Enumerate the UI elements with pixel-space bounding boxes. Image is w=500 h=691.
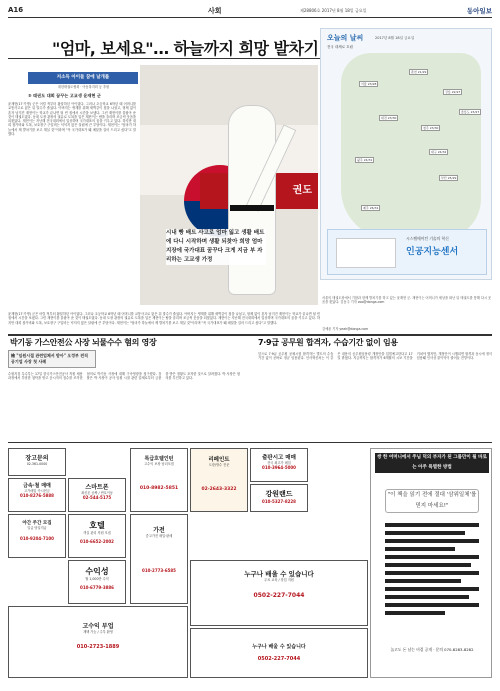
book-ad xyxy=(370,448,492,678)
book-ad-footer: 놀고도 돈 남는 비결 공개 · 문의 070-8283-8282 xyxy=(390,647,474,652)
article3-body: 앞으로 7·9급 공무원 공채시험 합격자는 별도의 수습기간 없이 곧바로 정규 임용된다. 인사혁신처는 이 같은 내용의 공무원임용령 개정안을 입법예고한다고 17일 밝혔다. 지금까지는 합격자가 6개월의 시보 기간을 거쳐야 했지만, 개정안이 시행되면 합격과 동시에 정식 임용돼 인사상 불이익이 줄어들 전망이다. xyxy=(258,352,492,361)
city-weather: 청주 23/30 xyxy=(423,126,439,130)
classified-ad: 강원랜드 010-5327-8228 xyxy=(250,484,308,512)
issue-date: 제28806호 2017년 8월 18일 금요일 xyxy=(300,8,367,13)
classified-ad: 호텔 객실 관리 직원 모집 010-6652-2002 xyxy=(68,514,126,558)
city-weather: 대구 24/32 xyxy=(431,150,447,154)
byline: 김예윤 기자 yeah@donga.com xyxy=(322,327,369,331)
classified-ad: 수익성 월 1,000만 수익 010-6779-3886 xyxy=(68,560,126,604)
aircon-icon xyxy=(336,238,396,268)
weather-date: 2017년 8월 18일 금요일 xyxy=(375,36,415,40)
classified-ad: 스마트폰 최신폰 공짜 / 번호이동 02-544-5175 xyxy=(68,478,126,512)
city-weather: 서울 23/28 xyxy=(361,82,377,86)
article-headline: "엄마, 보세요"… 하늘까지 희망 발차기 xyxy=(52,39,319,58)
article2-body: 수원지검 특수부는 17일 한국가스안전공사 직원 채용 과정에서 부당한 청탁을 받고 응시자의 점수를 조작한 혐의로 박기동 사장에 대해 구속영장을 청구했다. 검찰은 박 사장이 공사 임원 시절 관련 업체로부터 금품을 받은 정황도 포착한 것으로 알려졌다. 박 사장은 혐의를 부인하고 있다. xyxy=(8,372,240,381)
weather-box xyxy=(320,28,492,280)
page-number: A16 xyxy=(8,6,24,14)
classified-ad: 누구나 배울 수 있습니다 무료 교육 / 창업 지원 0502-227-7044 xyxy=(190,560,368,626)
ad-headline: 인공지능센서 xyxy=(406,247,459,257)
article3-headline: 7·9급 공무원 합격자, 수습기간 없이 임용 xyxy=(258,338,398,347)
series-kicker-sub: 대한태권도협회 · 아동복지회 등 후원 xyxy=(57,85,110,89)
section-title: 사회 xyxy=(208,7,222,15)
page-header xyxy=(8,6,492,18)
article2-headline: 박기동 가스안전公 사장 뇌물수수 혐의 영장 xyxy=(10,338,157,347)
dojang-banner: 권도 xyxy=(200,173,318,209)
city-weather: 강릉 22/27 xyxy=(445,90,461,94)
city-weather: 광주 24/31 xyxy=(357,158,373,162)
city-weather: 대전 23/30 xyxy=(381,116,397,120)
aircon-ad xyxy=(327,229,487,275)
city-weather: 부산 25/29 xyxy=(441,176,457,180)
article-subhead: ⑤ 태권도 대회 꿈꾸는 고교생 윤재현 군 xyxy=(28,93,101,98)
city-weather: 울릉도 23/27 xyxy=(461,110,480,114)
book-ad-header: 쌍 한 어머니에서 주님 덕의 부자가 된 그룹만이 될 바로는 아주 특별한 방법 xyxy=(375,453,489,473)
weather-summary: 전국 대체로 흐림 xyxy=(327,45,353,49)
classified-ad: 고수익 부업 재택 가능 / 주부 환영 010-2723-1889 xyxy=(8,606,188,678)
divider xyxy=(8,334,492,336)
classified-ad: 장고문의 02-361-0000 xyxy=(8,448,66,476)
classified-ad: 특급호텔인턴 고수익 보장 남녀모집 010-8982-5851 xyxy=(130,448,188,512)
series-kicker: 저소득 아이들 꿈에 날개를 xyxy=(28,72,138,84)
city-weather: 제주 26/31 xyxy=(363,206,379,210)
newspaper-logo: 동아일보 xyxy=(466,7,492,15)
classified-ad: 누구나 배울 수 있습니다 0502-227-7044 xyxy=(190,628,368,678)
divider xyxy=(8,58,320,59)
article-body-cont: 윤재현(17·가명) 군은 어릴 적부터 활달하던 아이였다. 그러나 초등학교 6학년 때 어머니를 교통사고로 잃은 뒤 말수가 줄었다. 아버지는 생계를 위해 새벽같이 집을 나섰고, 형제 없이 혼자 남겨진 재현이는 학교가 끝나면 텅 빈 집에서 시간을 보냈다. 그런 재현이를 붙잡아 준 것이 태권도였다. 동네 도장 관장의 권유로 도복을 입은 재현이는 땀을 흘리며 조금씩 웃음을 되찾았다. 재현이는 지난해 전국대회에서 입상하며 국가대표의 꿈을 키우고 있다. 하지만 대회 참가비와 도복, 보호장구 구입비는 넉넉지 않은 살림에 큰 부담이다. 재현이는 "엄마가 하늘에서 제 발차기를 보고 계실 것"이라며 "꼭 국가대표가 돼 메달을 걸어 드리고 싶다"고 말했다. xyxy=(8,312,320,325)
article2-box: 檢 "임원시절 관련업체서 받아" 오정부 전직 공기업 사장 첫 사례 xyxy=(8,350,96,368)
weather-title: 오늘의 날씨 xyxy=(327,34,364,42)
ad-tagline: 시스템에어컨 기술의 혁신 xyxy=(406,236,449,241)
book-ad-quote: "이 책을 읽기 전에 절대 '삼위일체'를 믿지 마세요!" xyxy=(385,489,479,513)
classified-ad: 가전 중고가전 매입·판매 010-2773-6585 xyxy=(130,514,188,604)
photo-caption: 서울의 태권도장에서 기합과 함께 발차기를 하고 있는 윤재현 군. 재현이는 어머니가 세상을 떠난 뒤 태권도를 통해 다시 웃음을 찾았다. 김동주 기자 zoo@donga.com xyxy=(322,296,492,305)
article-body: 윤재현(17·가명) 군은 어릴 적부터 활달하던 아이였다. 그러나 초등학교 6학년 때 어머니를 교통사고로 잃은 뒤 말수가 줄었다. 아버지는 생계를 위해 새벽같이 집을 나섰고, 형제 없이 혼자 남겨진 재현이는 학교가 끝나면 텅 빈 집에서 시간을 보냈다. 그런 재현이를 붙잡아 준 것이 태권도였다. 동네 도장 관장의 권유로 도복을 입은 재현이는 땀을 흘리며 조금씩 웃음을 되찾았다. 재현이는 지난해 전국대회에서 입상하며 국가대표의 꿈을 키우고 있다. 하지만 대회 참가비와 도복, 보호장구 구입비는 넉넉지 않은 살림에 큰 부담이다. 재현이는 "엄마가 하늘에서 제 발차기를 보고 계실 것"이라며 "꼭 국가대표가 돼 메달을 걸어 드리고 싶다"고 말했다. xyxy=(8,102,136,137)
taekwondo-photo xyxy=(140,65,318,305)
classified-ad: 금속·철 매매 고가매입 즉시현금 010-8276-5888 xyxy=(8,478,66,512)
city-weather: 춘천 21/29 xyxy=(411,70,427,74)
classified-ad: 리페인트 도장/방수 전문 02-2643-3322 xyxy=(190,448,248,512)
classified-ad: 출판시고 매매 전국 최고가 매입 010-3964-5000 xyxy=(250,448,308,482)
pull-quote: 시내 빵 배트 사고로 엄마 잃고 생활 배트에 다니 시작하며 생활 되찾아 희망 엄마 지장에 국가대표 꿈꾸다 크게 지금 부 자리하는 고교생 가정 xyxy=(166,230,265,263)
classified-ad: 야간 주간 모집 일급 당일지급 010-9204-7100 xyxy=(8,514,66,558)
